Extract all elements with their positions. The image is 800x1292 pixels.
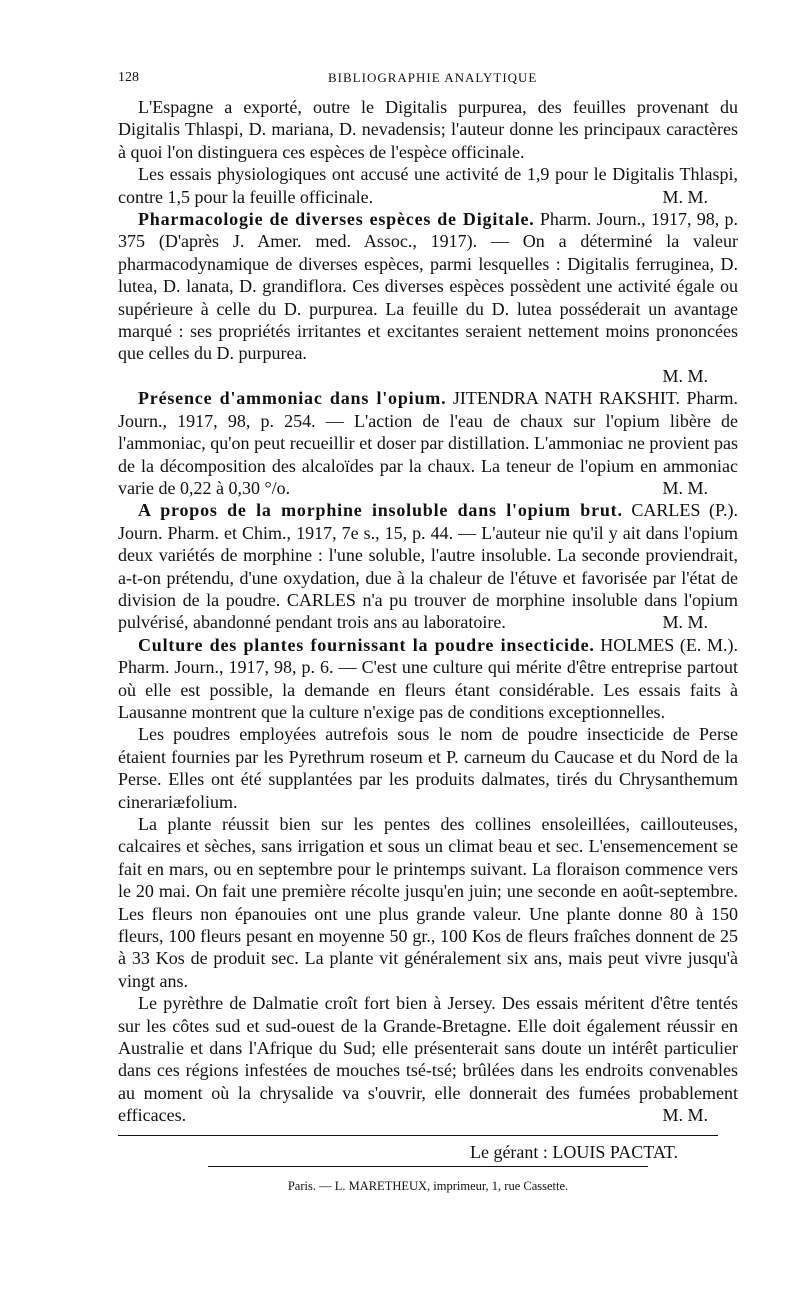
paragraph [118,992,738,1126]
footer-divider [118,1135,718,1136]
printer-line: Paris. — L. MARETHEUX, imprimeur, 1, rue Cassette. [287,1178,569,1193]
abstract-entry [118,634,738,724]
signature: M. M. [662,365,708,386]
paragraph-text: Les essais physiologiques ont accusé une activité de 1,9 pour le Digitalis Thlaspi, contre 1,5 pour la feuille officinale. [118,164,738,207]
article-body [118,96,738,1127]
paragraph-text: La plante réussit bien sur les pentes des collines ensoleillées, caillouteuses, calcaires et sèches, sans irrigation et sous un climat beau et sec. L'ensemencement se fait en mars, ou en septembre pour le printemps suivant. La floraison commence vers le 20 mai. On fait une première récolte jusqu'en juin; une seconde en août-septembre. Les fleurs non épanouies ont une plus grande valeur. Une plante donne 80 à 150 fleurs, 100 fleurs pesant en moyenne 50 gr., 100 Kos de fleurs fraîches donnent de 25 à 33 Kos de produit sec. La plante vit généralement six ans, mais peut vivre jusqu'à vingt ans. [118,814,738,991]
entry-text: JITENDRA NATH RAKSHIT. Pharm. Journ., 1917, 98, p. 254. — L'action de l'eau de chaux sur l'opium libère de l'ammoniac, qu'on peut recueillir et doser par distillation. L'ammoniac ne provient pas de la décomposition des alcaloïdes par la chaux. La teneur de l'opium en ammoniac varie de 0,22 à 0,30 °/o. [118,388,738,498]
running-header [118,70,738,92]
paragraph-text: Les poudres employées autrefois sous le nom de poudre insecticide de Perse étaient fournies par les Pyrethrum roseum et P. carneum du Caucase et du Nord de la Perse. Elles ont été supplantées par les produits dalmates, tirés du Chrysanthemum cinerariæfolium. [118,724,738,812]
entry-heading: Culture des plantes fournissant la poudre insecticide. [138,634,595,655]
gerant-line [118,1140,738,1164]
paragraph [118,163,738,208]
page-number: 128 [118,70,139,85]
abstract-entry [118,208,738,387]
entry-text: CARLES (P.). Journ. Pharm. et Chim., 1917, 7e s., 15, p. 44. — L'auteur nie qu'il y ait dans l'opium deux variétés de morphine : l'une soluble, l'autre insoluble. La seconde proviendrait, a-t-on prétendu, d'une oxydation, due à la chaleur de l'étuve et favorisée par l'état de division de la poudre. CARLES n'a pu trouver de morphine insoluble dans l'opium pulvérisé, abandonné pendant trois ans au laboratoire. [118,500,738,633]
abstract-entry [118,499,738,633]
entry-heading: A propos de la morphine insoluble dans l'opium brut. [138,500,623,521]
entry-heading: Pharmacologie de diverses espèces de Digitale. [138,209,535,230]
paragraph [118,723,738,813]
printer-divider [208,1166,648,1167]
document-page [118,70,738,1194]
paragraph-text: L'Espagne a exporté, outre le Digitalis purpurea, des feuilles provenant du Digitalis Thlaspi, D. mariana, D. nevadensis; l'auteur donne les principaux caractères à quoi l'on distinguera ces espèces de l'espèce officinale. [118,97,738,162]
signature: M. M. [662,477,708,498]
paragraph-text: Le pyrèthre de Dalmatie croît fort bien à Jersey. Des essais méritent d'être tentés sur les côtes sud et sud-ouest de la Grande-Bretagne. Elle doit également réussir en Australie et dans l'Afrique du Sud; elle présenterait sans doute un intérêt particulier dans ces régions infestées de mouches tsé-tsé; brûlées dans les endroits convenables au moment où la chrysalide va s'ouvrir, elle donnerait des fumées probablement efficaces. [118,993,738,1126]
signature: M. M. [662,186,708,207]
gerant-text: Le gérant : LOUIS PACTAT. [469,1141,678,1162]
signature: M. M. [662,612,708,633]
paragraph [118,813,738,992]
entry-text: HOLMES (E. M.). Pharm. Journ., 1917, 98, p. 6. — C'est une culture qui mérite d'être entreprise partout où elle est possible, la demande en fleurs étant considérable. Les essais faits à Lausanne montrent que la culture n'exige pas de conditions exceptionnelles. [118,634,738,722]
paragraph [118,96,738,163]
signature: M. M. [662,1105,708,1126]
abstract-entry [118,387,738,499]
running-title: BIBLIOGRAPHIE ANALYTIQUE [328,70,538,85]
entry-text: Pharm. Journ., 1917, 98, p. 375 (D'après J. Amer. med. Assoc., 1917). — On a déterminé la valeur pharmacodynamique de diverses espèces, parmi lesquelles : Digitalis ferruginea, D. lutea, D. lanata, D. grandiflora. Ces diverses espèces possèdent une activité égale ou supérieure à celle du D. purpurea. La feuille du D. lutea posséderait un avantage marqué : ses propriétés irritantes et excitantes seraient nettement moins prononcées que celles du D. purpurea. [118,209,738,364]
entry-heading: Présence d'ammoniac dans l'opium. [138,388,447,409]
